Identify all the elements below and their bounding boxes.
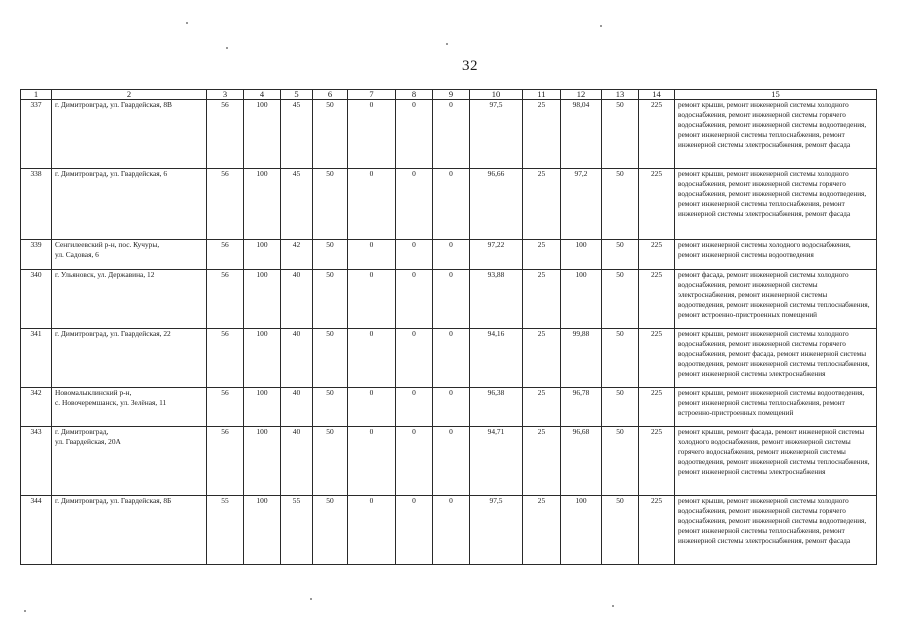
value-cell: 50 xyxy=(313,496,348,565)
value-cell: 55 xyxy=(207,496,244,565)
column-header: 4 xyxy=(244,90,281,100)
repair-works-cell: ремонт крыши, ремонт инженерной системы водоотведения, ремонт инженерной системы теплоснабжения, ремонт встроенно-пристроенных помещений xyxy=(675,388,877,427)
value-cell: 0 xyxy=(433,329,470,388)
value-cell: 100 xyxy=(244,496,281,565)
row-number-cell: 344 xyxy=(21,496,52,565)
table-row xyxy=(21,100,877,169)
value-cell: 40 xyxy=(281,270,313,329)
address-cell: г. Димитровград, ул. Гвардейская, 8Б xyxy=(52,496,207,565)
row-number-cell: 340 xyxy=(21,270,52,329)
value-cell: 50 xyxy=(313,169,348,240)
value-cell: 100 xyxy=(244,100,281,169)
repair-works-cell: ремонт крыши, ремонт фасада, ремонт инженерной системы холодного водоснабжения, ремонт инженерной системы горячего водоснабжения, ремонт инженерной системы водоотведения, ремонт инженерной системы теплоснабжения, ремонт инженерной системы электроснабжения xyxy=(675,427,877,496)
column-header: 12 xyxy=(561,90,602,100)
column-header: 8 xyxy=(396,90,433,100)
value-cell: 0 xyxy=(396,496,433,565)
value-cell: 0 xyxy=(396,388,433,427)
value-cell: 0 xyxy=(433,270,470,329)
row-number-cell: 339 xyxy=(21,240,52,270)
value-cell: 225 xyxy=(639,329,675,388)
value-cell: 56 xyxy=(207,169,244,240)
value-cell: 0 xyxy=(433,100,470,169)
value-cell: 94,16 xyxy=(470,329,523,388)
value-cell: 56 xyxy=(207,329,244,388)
value-cell: 225 xyxy=(639,496,675,565)
value-cell: 225 xyxy=(639,270,675,329)
value-cell: 100 xyxy=(561,496,602,565)
column-header: 2 xyxy=(52,90,207,100)
value-cell: 55 xyxy=(281,496,313,565)
value-cell: 0 xyxy=(396,329,433,388)
value-cell: 56 xyxy=(207,427,244,496)
value-cell: 50 xyxy=(313,270,348,329)
repair-works-cell: ремонт фасада, ремонт инженерной системы холодного водоснабжения, ремонт инженерной системы электроснабжения, ремонт инженерной системы водоотведения, ремонт инженерной системы теплоснабжения, ремонт встроенно-пристроенных помещений xyxy=(675,270,877,329)
value-cell: 225 xyxy=(639,240,675,270)
value-cell: 25 xyxy=(523,240,561,270)
row-number-cell: 341 xyxy=(21,329,52,388)
value-cell: 0 xyxy=(433,496,470,565)
value-cell: 56 xyxy=(207,388,244,427)
row-number-cell: 337 xyxy=(21,100,52,169)
address-cell: г. Ульяновск, ул. Державина, 12 xyxy=(52,270,207,329)
scan-speck xyxy=(310,598,312,600)
value-cell: 0 xyxy=(396,240,433,270)
scan-speck xyxy=(446,43,448,45)
value-cell: 0 xyxy=(348,496,396,565)
column-number-row xyxy=(21,90,877,100)
value-cell: 0 xyxy=(348,270,396,329)
scan-speck xyxy=(186,22,188,24)
column-header: 15 xyxy=(675,90,877,100)
row-number-cell: 343 xyxy=(21,427,52,496)
value-cell: 0 xyxy=(396,427,433,496)
value-cell: 97,2 xyxy=(561,169,602,240)
value-cell: 0 xyxy=(348,329,396,388)
value-cell: 94,71 xyxy=(470,427,523,496)
value-cell: 50 xyxy=(602,169,639,240)
value-cell: 50 xyxy=(602,496,639,565)
scan-speck xyxy=(226,47,228,49)
value-cell: 25 xyxy=(523,100,561,169)
repair-works-cell: ремонт крыши, ремонт инженерной системы холодного водоснабжения, ремонт инженерной системы горячего водоснабжения, ремонт инженерной системы водоотведения, ремонт инженерной системы теплоснабжения, ремонт инженерной системы электроснабжения, ремонт фасада xyxy=(675,496,877,565)
value-cell: 97,5 xyxy=(470,100,523,169)
value-cell: 25 xyxy=(523,427,561,496)
value-cell: 56 xyxy=(207,270,244,329)
scan-speck xyxy=(612,605,614,607)
table-row xyxy=(21,329,877,388)
value-cell: 96,68 xyxy=(561,427,602,496)
value-cell: 0 xyxy=(396,270,433,329)
value-cell: 56 xyxy=(207,100,244,169)
scan-speck xyxy=(24,610,26,612)
row-number-cell: 338 xyxy=(21,169,52,240)
value-cell: 100 xyxy=(561,270,602,329)
value-cell: 100 xyxy=(244,427,281,496)
value-cell: 100 xyxy=(244,240,281,270)
column-header: 7 xyxy=(348,90,396,100)
repair-works-cell: ремонт крыши, ремонт инженерной системы холодного водоснабжения, ремонт инженерной системы горячего водоснабжения, ремонт фасада, ремонт инженерной системы водоотведения, ремонт инженерной системы теплоснабжения, ремонт инженерной системы электроснабжения xyxy=(675,329,877,388)
column-header: 1 xyxy=(21,90,52,100)
value-cell: 98,04 xyxy=(561,100,602,169)
value-cell: 0 xyxy=(433,388,470,427)
value-cell: 25 xyxy=(523,169,561,240)
value-cell: 96,38 xyxy=(470,388,523,427)
value-cell: 50 xyxy=(602,100,639,169)
table-row xyxy=(21,169,877,240)
value-cell: 40 xyxy=(281,388,313,427)
value-cell: 0 xyxy=(348,240,396,270)
scan-speck xyxy=(600,25,602,27)
value-cell: 97,22 xyxy=(470,240,523,270)
value-cell: 0 xyxy=(433,169,470,240)
value-cell: 45 xyxy=(281,169,313,240)
housing-repair-table xyxy=(20,89,877,565)
address-cell: г. Димитровград, ул. Гвардейская, 22 xyxy=(52,329,207,388)
value-cell: 0 xyxy=(348,388,396,427)
column-header: 11 xyxy=(523,90,561,100)
column-header: 3 xyxy=(207,90,244,100)
repair-works-cell: ремонт инженерной системы холодного водоснабжения, ремонт инженерной системы водоотведения xyxy=(675,240,877,270)
value-cell: 50 xyxy=(313,388,348,427)
value-cell: 50 xyxy=(602,270,639,329)
table-row xyxy=(21,427,877,496)
value-cell: 50 xyxy=(602,329,639,388)
value-cell: 40 xyxy=(281,329,313,388)
value-cell: 50 xyxy=(602,427,639,496)
column-header: 9 xyxy=(433,90,470,100)
value-cell: 0 xyxy=(433,427,470,496)
value-cell: 100 xyxy=(561,240,602,270)
column-header: 10 xyxy=(470,90,523,100)
page-number: 32 xyxy=(462,58,478,74)
value-cell: 93,88 xyxy=(470,270,523,329)
address-cell: Новомалыклинский р-н, с. Новочеремшанск, ул. Зелёная, 11 xyxy=(52,388,207,427)
table-row xyxy=(21,496,877,565)
value-cell: 50 xyxy=(313,100,348,169)
column-header: 6 xyxy=(313,90,348,100)
repair-works-cell: ремонт крыши, ремонт инженерной системы холодного водоснабжения, ремонт инженерной системы горячего водоснабжения, ремонт инженерной системы водоотведения, ремонт инженерной системы теплоснабжения, ремонт инженерной системы электроснабжения, ремонт фасада xyxy=(675,100,877,169)
address-cell: Сенгилеевский р-н, пос. Кучуры, ул. Садовая, 6 xyxy=(52,240,207,270)
value-cell: 50 xyxy=(313,427,348,496)
column-header: 14 xyxy=(639,90,675,100)
value-cell: 50 xyxy=(602,240,639,270)
value-cell: 96,78 xyxy=(561,388,602,427)
value-cell: 99,88 xyxy=(561,329,602,388)
repair-works-cell: ремонт крыши, ремонт инженерной системы холодного водоснабжения, ремонт инженерной системы горячего водоснабжения, ремонт инженерной системы водоотведения, ремонт инженерной системы теплоснабжения, ремонт инженерной системы электроснабжения, ремонт фасада xyxy=(675,169,877,240)
value-cell: 225 xyxy=(639,388,675,427)
column-header: 5 xyxy=(281,90,313,100)
value-cell: 25 xyxy=(523,270,561,329)
value-cell: 0 xyxy=(396,169,433,240)
value-cell: 100 xyxy=(244,329,281,388)
value-cell: 225 xyxy=(639,100,675,169)
value-cell: 25 xyxy=(523,329,561,388)
value-cell: 25 xyxy=(523,388,561,427)
value-cell: 0 xyxy=(348,169,396,240)
value-cell: 100 xyxy=(244,270,281,329)
value-cell: 42 xyxy=(281,240,313,270)
table-row xyxy=(21,388,877,427)
value-cell: 0 xyxy=(396,100,433,169)
value-cell: 0 xyxy=(433,240,470,270)
value-cell: 40 xyxy=(281,427,313,496)
value-cell: 0 xyxy=(348,100,396,169)
table-row xyxy=(21,240,877,270)
value-cell: 45 xyxy=(281,100,313,169)
value-cell: 0 xyxy=(348,427,396,496)
column-header: 13 xyxy=(602,90,639,100)
address-cell: г. Димитровград, ул. Гвардейская, 6 xyxy=(52,169,207,240)
value-cell: 56 xyxy=(207,240,244,270)
address-cell: г. Димитровград, ул. Гвардейская, 8В xyxy=(52,100,207,169)
value-cell: 25 xyxy=(523,496,561,565)
value-cell: 50 xyxy=(313,329,348,388)
value-cell: 100 xyxy=(244,388,281,427)
value-cell: 225 xyxy=(639,169,675,240)
value-cell: 100 xyxy=(244,169,281,240)
row-number-cell: 342 xyxy=(21,388,52,427)
address-cell: г. Димитровград, ул. Гвардейская, 20А xyxy=(52,427,207,496)
value-cell: 225 xyxy=(639,427,675,496)
value-cell: 97,5 xyxy=(470,496,523,565)
value-cell: 50 xyxy=(313,240,348,270)
table-row xyxy=(21,270,877,329)
value-cell: 50 xyxy=(602,388,639,427)
value-cell: 96,66 xyxy=(470,169,523,240)
